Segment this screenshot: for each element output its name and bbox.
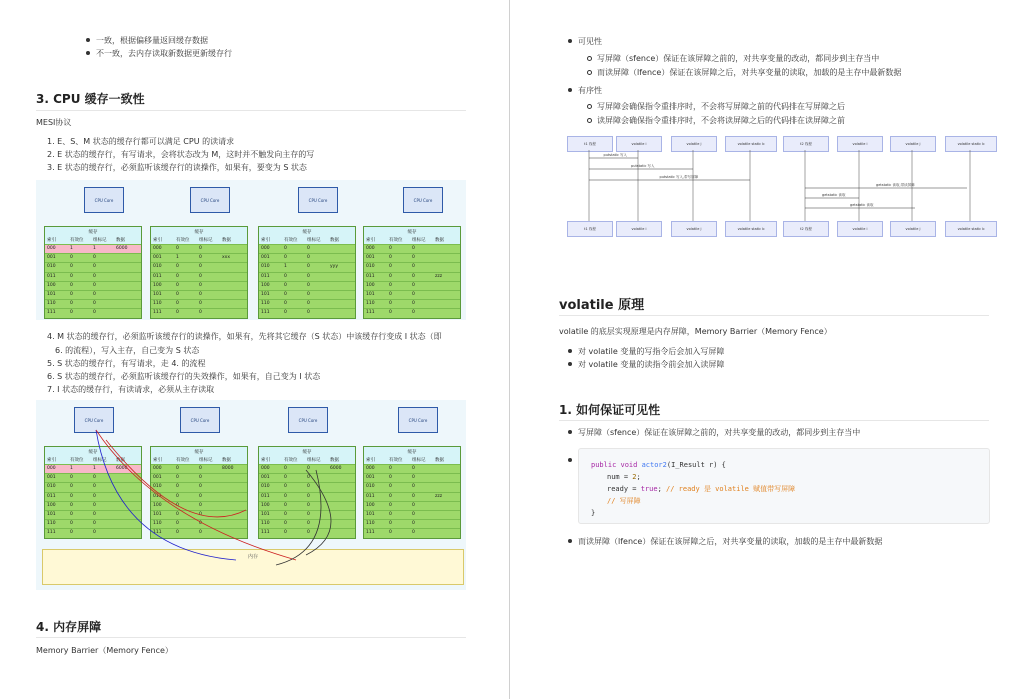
cache-row: 000 1 1 6000 xyxy=(45,244,141,253)
cache-title: 缓存 xyxy=(407,450,417,455)
list-b-item: 6. S 状态的缓存行，必须监听该缓存行的失效操作，如果有，自己变为 I 状态 xyxy=(47,372,321,381)
cache-col-headers: 索引 有效位 组标记 数据 xyxy=(47,238,125,243)
sequence-participant: volatile i xyxy=(616,221,662,237)
cache-row: 010 0 0 xyxy=(364,482,460,491)
cache-row: 001 0 0 xyxy=(364,473,460,482)
cache-title: 缓存 xyxy=(194,450,204,455)
cache-row: 101 0 0 xyxy=(259,290,355,299)
cache-col-headers: 索引 有效位 组标记 数据 xyxy=(366,238,444,243)
cache-row: 011 0 0 xyxy=(259,492,355,501)
cache-row: 111 0 0 xyxy=(151,528,247,537)
cache-col-headers: 索引 有效位 组标记 数据 xyxy=(153,238,231,243)
cache-title: 缓存 xyxy=(302,450,312,455)
cache-row: 100 0 0 xyxy=(364,501,460,510)
sequence-participant: t1 线程 xyxy=(567,221,613,237)
cache-row: 011 0 0 xyxy=(151,492,247,501)
visibility-bullet: 可见性 xyxy=(578,37,602,46)
cache-row: 111 0 0 xyxy=(364,528,460,537)
sequence-participant: t2 线程 xyxy=(783,221,829,237)
top-bullet-1: 一致，根据偏移量返回缓存数据 xyxy=(96,36,208,45)
cache-table xyxy=(44,226,142,319)
cache-row: 010 0 0 xyxy=(364,262,460,271)
cache-table xyxy=(150,226,248,319)
sequence-participant: volatile static b xyxy=(945,221,997,237)
cache-row: 101 0 0 xyxy=(364,290,460,299)
volatile-item: 对 volatile 变量的写指令后会加入写屏障 xyxy=(578,347,725,356)
cache-row: 111 0 0 xyxy=(259,308,355,317)
cache-row: 110 0 0 xyxy=(151,519,247,528)
cache-row: 101 0 0 xyxy=(364,510,460,519)
sequence-participant: t1 线程 xyxy=(567,136,613,152)
left-page xyxy=(0,0,505,699)
cache-row: 110 0 0 xyxy=(45,299,141,308)
cache-row: 000 0 0 6000 xyxy=(259,464,355,473)
cache-row: 001 0 0 xyxy=(45,253,141,262)
cache-row: 111 0 0 xyxy=(259,528,355,537)
sequence-message-label: putstatic 写入 xyxy=(603,153,628,157)
cache-row: 110 0 0 xyxy=(364,299,460,308)
cache-row: 010 0 0 xyxy=(45,262,141,271)
cpu-core: CPU Core xyxy=(180,407,220,433)
cache-row: 111 0 0 xyxy=(364,308,460,317)
list-a-item: 3. E 状态的缓存行，必须监听该缓存行的读操作，如果有，要变为 S 状态 xyxy=(47,163,307,172)
code-line-1: public void actor2(I_Result r) { xyxy=(591,461,726,469)
right-page xyxy=(515,0,1011,699)
cache-row: 011 0 0 xyxy=(45,272,141,281)
cache-table xyxy=(363,226,461,319)
cache-row: 011 0 0 xyxy=(151,272,247,281)
cache-row: 101 0 0 xyxy=(259,510,355,519)
cache-title: 缓存 xyxy=(88,230,98,235)
list-b-item: 4. M 状态的缓存行，必须监听该缓存行的读操作，如果有，先将其它缓存（S 状态）中该缓存行变成 I 状态（即 xyxy=(47,332,442,341)
cache-col-headers: 索引 有效位 组标记 数据 xyxy=(366,458,444,463)
cpu-core: CPU Core xyxy=(298,187,338,213)
cache-row: 000 0 0 8000 xyxy=(151,464,247,473)
cache-row: 110 0 0 xyxy=(151,299,247,308)
list-b-item: 6. 的流程），写入主存，自己变为 S 状态 xyxy=(55,346,200,355)
cache-row: 100 0 0 xyxy=(259,501,355,510)
arrow-red xyxy=(106,440,246,517)
arrow-black xyxy=(276,470,321,565)
list-b-item: 7. I 状态的缓存行，有读请求，必须从主存读取 xyxy=(47,385,215,394)
cache-col-headers: 索引 有效位 组标记 数据 xyxy=(261,458,339,463)
section-4-text: Memory Barrier（Memory Fence） xyxy=(36,646,173,655)
cache-row: 001 0 0 xyxy=(364,253,460,262)
cache-row: 010 1 0 yyy xyxy=(259,262,355,271)
cache-row: 100 0 0 xyxy=(259,281,355,290)
sequence-participant: volatile j xyxy=(890,221,936,237)
code-line-3: ready = true; // ready 是 volatile 赋值带写屏障 xyxy=(607,485,796,493)
cache-row: 101 0 0 xyxy=(45,510,141,519)
visibility-section-item: 写屏障（sfence）保证在该屏障之前的，对共享变量的改动，都同步到主存当中 xyxy=(578,428,861,437)
cache-row: 101 0 0 xyxy=(45,290,141,299)
list-a-item: 1. E、S、M 状态的缓存行都可以满足 CPU 的读请求 xyxy=(47,137,235,146)
cache-row: 110 0 0 xyxy=(259,299,355,308)
arrow-red xyxy=(96,430,296,560)
sequence-participant: volatile j xyxy=(671,221,717,237)
cache-row: 010 0 0 xyxy=(151,482,247,491)
sequence-lines xyxy=(515,130,1011,230)
cpu-core: CPU Core xyxy=(398,407,438,433)
sequence-participant: volatile static b xyxy=(725,136,777,152)
cache-row: 100 0 0 xyxy=(151,501,247,510)
cache-row: 001 0 0 xyxy=(259,253,355,262)
cache-row: 001 0 0 xyxy=(151,473,247,482)
cpu-core: CPU Core xyxy=(288,407,328,433)
cache-row: 100 0 0 xyxy=(364,281,460,290)
cache-title: 缓存 xyxy=(88,450,98,455)
cache-col-headers: 索引 有效位 组标记 数据 xyxy=(47,458,125,463)
cache-col-headers: 索引 有效位 组标记 数据 xyxy=(261,238,339,243)
cache-row: 111 0 0 xyxy=(151,308,247,317)
sequence-participant: volatile i xyxy=(837,136,883,152)
ordering-item: 写屏障会确保指令重排序时，不会将写屏障之前的代码排在写屏障之后 xyxy=(597,102,845,111)
code-line-4: // 写屏障 xyxy=(607,497,641,505)
visibility-item: 写屏障（sfence）保证在该屏障之前的，对共享变量的改动，都同步到主存当中 xyxy=(597,54,880,63)
memory-label: 内存 xyxy=(247,554,258,560)
cache-row: 101 0 0 xyxy=(151,290,247,299)
read-barrier-item: 而读屏障（lfence）保证在该屏障之后，对共享变量的读取，加载的是主存中最新数据 xyxy=(578,537,883,546)
sequence-participant: volatile static b xyxy=(725,221,777,237)
cache-col-headers: 索引 有效位 组标记 数据 xyxy=(153,458,231,463)
sequence-participant: volatile j xyxy=(671,136,717,152)
sequence-message-label: getstatic 读取,带读屏障 xyxy=(876,183,915,187)
diagram-2-arrows xyxy=(36,400,466,590)
list-a-item: 2. E 状态的缓存行，有写请求，会将状态改为 M，这时并不触发向主存的写 xyxy=(47,150,315,159)
cache-row: 010 0 0 xyxy=(151,262,247,271)
code-line-5: } xyxy=(591,509,596,517)
cache-row: 111 0 0 xyxy=(45,308,141,317)
visibility-section-heading: 1. 如何保证可见性 xyxy=(559,403,661,417)
sequence-participant: volatile i xyxy=(616,136,662,152)
cache-row: 001 0 0 xyxy=(259,473,355,482)
cache-row: 001 0 0 xyxy=(45,473,141,482)
cpu-core: CPU Core xyxy=(190,187,230,213)
cache-table xyxy=(258,226,356,319)
cache-row: 000 0 0 xyxy=(151,244,247,253)
cache-title: 缓存 xyxy=(407,230,417,235)
code-line-2: num = 2; xyxy=(607,473,641,481)
cache-row: 110 0 0 xyxy=(259,519,355,528)
cache-row: 000 0 0 xyxy=(259,244,355,253)
cache-row: 001 1 0 xxx xyxy=(151,253,247,262)
sequence-participant: t2 线程 xyxy=(783,136,829,152)
cpu-core: CPU Core xyxy=(403,187,443,213)
list-b-item: 5. S 状态的缓存行，有写请求，走 4. 的流程 xyxy=(47,359,206,368)
section-4-heading: 4. 内存屏障 xyxy=(36,620,102,634)
cache-row: 011 0 0 zzz xyxy=(364,272,460,281)
cache-title: 缓存 xyxy=(302,230,312,235)
volatile-item: 对 volatile 变量的读指令前会加入读屏障 xyxy=(578,360,725,369)
cache-row: 110 0 0 xyxy=(364,519,460,528)
cpu-core: CPU Core xyxy=(74,407,114,433)
sequence-participant: volatile i xyxy=(837,221,883,237)
cache-row: 110 0 0 xyxy=(45,519,141,528)
cache-row: 010 0 0 xyxy=(259,482,355,491)
volatile-heading: volatile 原理 xyxy=(559,298,645,313)
cache-row: 100 0 0 xyxy=(151,281,247,290)
volatile-intro: volatile 的底层实现原理是内存屏障，Memory Barrier（Memory Fence） xyxy=(559,327,832,336)
top-bullet-2: 不一致，去内存读取新数据更新缓存行 xyxy=(96,49,232,58)
sequence-message-label: putstatic 写入 xyxy=(631,164,655,168)
visibility-item: 而读屏障（lfence）保证在该屏障之后，对共享变量的读取，加载的是主存中最新数据 xyxy=(597,68,902,77)
cache-row: 011 0 0 xyxy=(45,492,141,501)
cache-row: 101 0 0 xyxy=(151,510,247,519)
sequence-participant: volatile static b xyxy=(945,136,997,152)
cache-row: 111 0 0 xyxy=(45,528,141,537)
cache-row: 100 0 0 xyxy=(45,501,141,510)
cache-title: 缓存 xyxy=(194,230,204,235)
cache-row: 000 1 1 6000 xyxy=(45,464,141,473)
cache-row: 011 0 0 zzz xyxy=(364,492,460,501)
mesi-label: MESI协议 xyxy=(36,118,72,127)
cache-row: 000 0 0 xyxy=(364,244,460,253)
ordering-bullet: 有序性 xyxy=(578,86,602,95)
section-3-heading: 3. CPU 缓存一致性 xyxy=(36,92,145,106)
sequence-message-label: putstatic 写入,带写屏障 xyxy=(659,175,699,179)
cache-row: 100 0 0 xyxy=(45,281,141,290)
cpu-core: CPU Core xyxy=(84,187,124,213)
sequence-participant: volatile j xyxy=(890,136,936,152)
ordering-item: 读屏障会确保指令重排序时，不会将读屏障之后的代码排在读屏障之前 xyxy=(597,116,845,125)
cache-row: 000 0 0 xyxy=(364,464,460,473)
sequence-message-label: getstatic 读取 xyxy=(850,203,874,207)
cache-row: 010 0 0 xyxy=(45,482,141,491)
arrow-blue xyxy=(96,430,236,560)
page-divider xyxy=(509,0,510,699)
cache-row: 011 0 0 xyxy=(259,272,355,281)
code-block xyxy=(578,448,990,524)
sequence-message-label: getstatic 读取 xyxy=(822,193,846,197)
